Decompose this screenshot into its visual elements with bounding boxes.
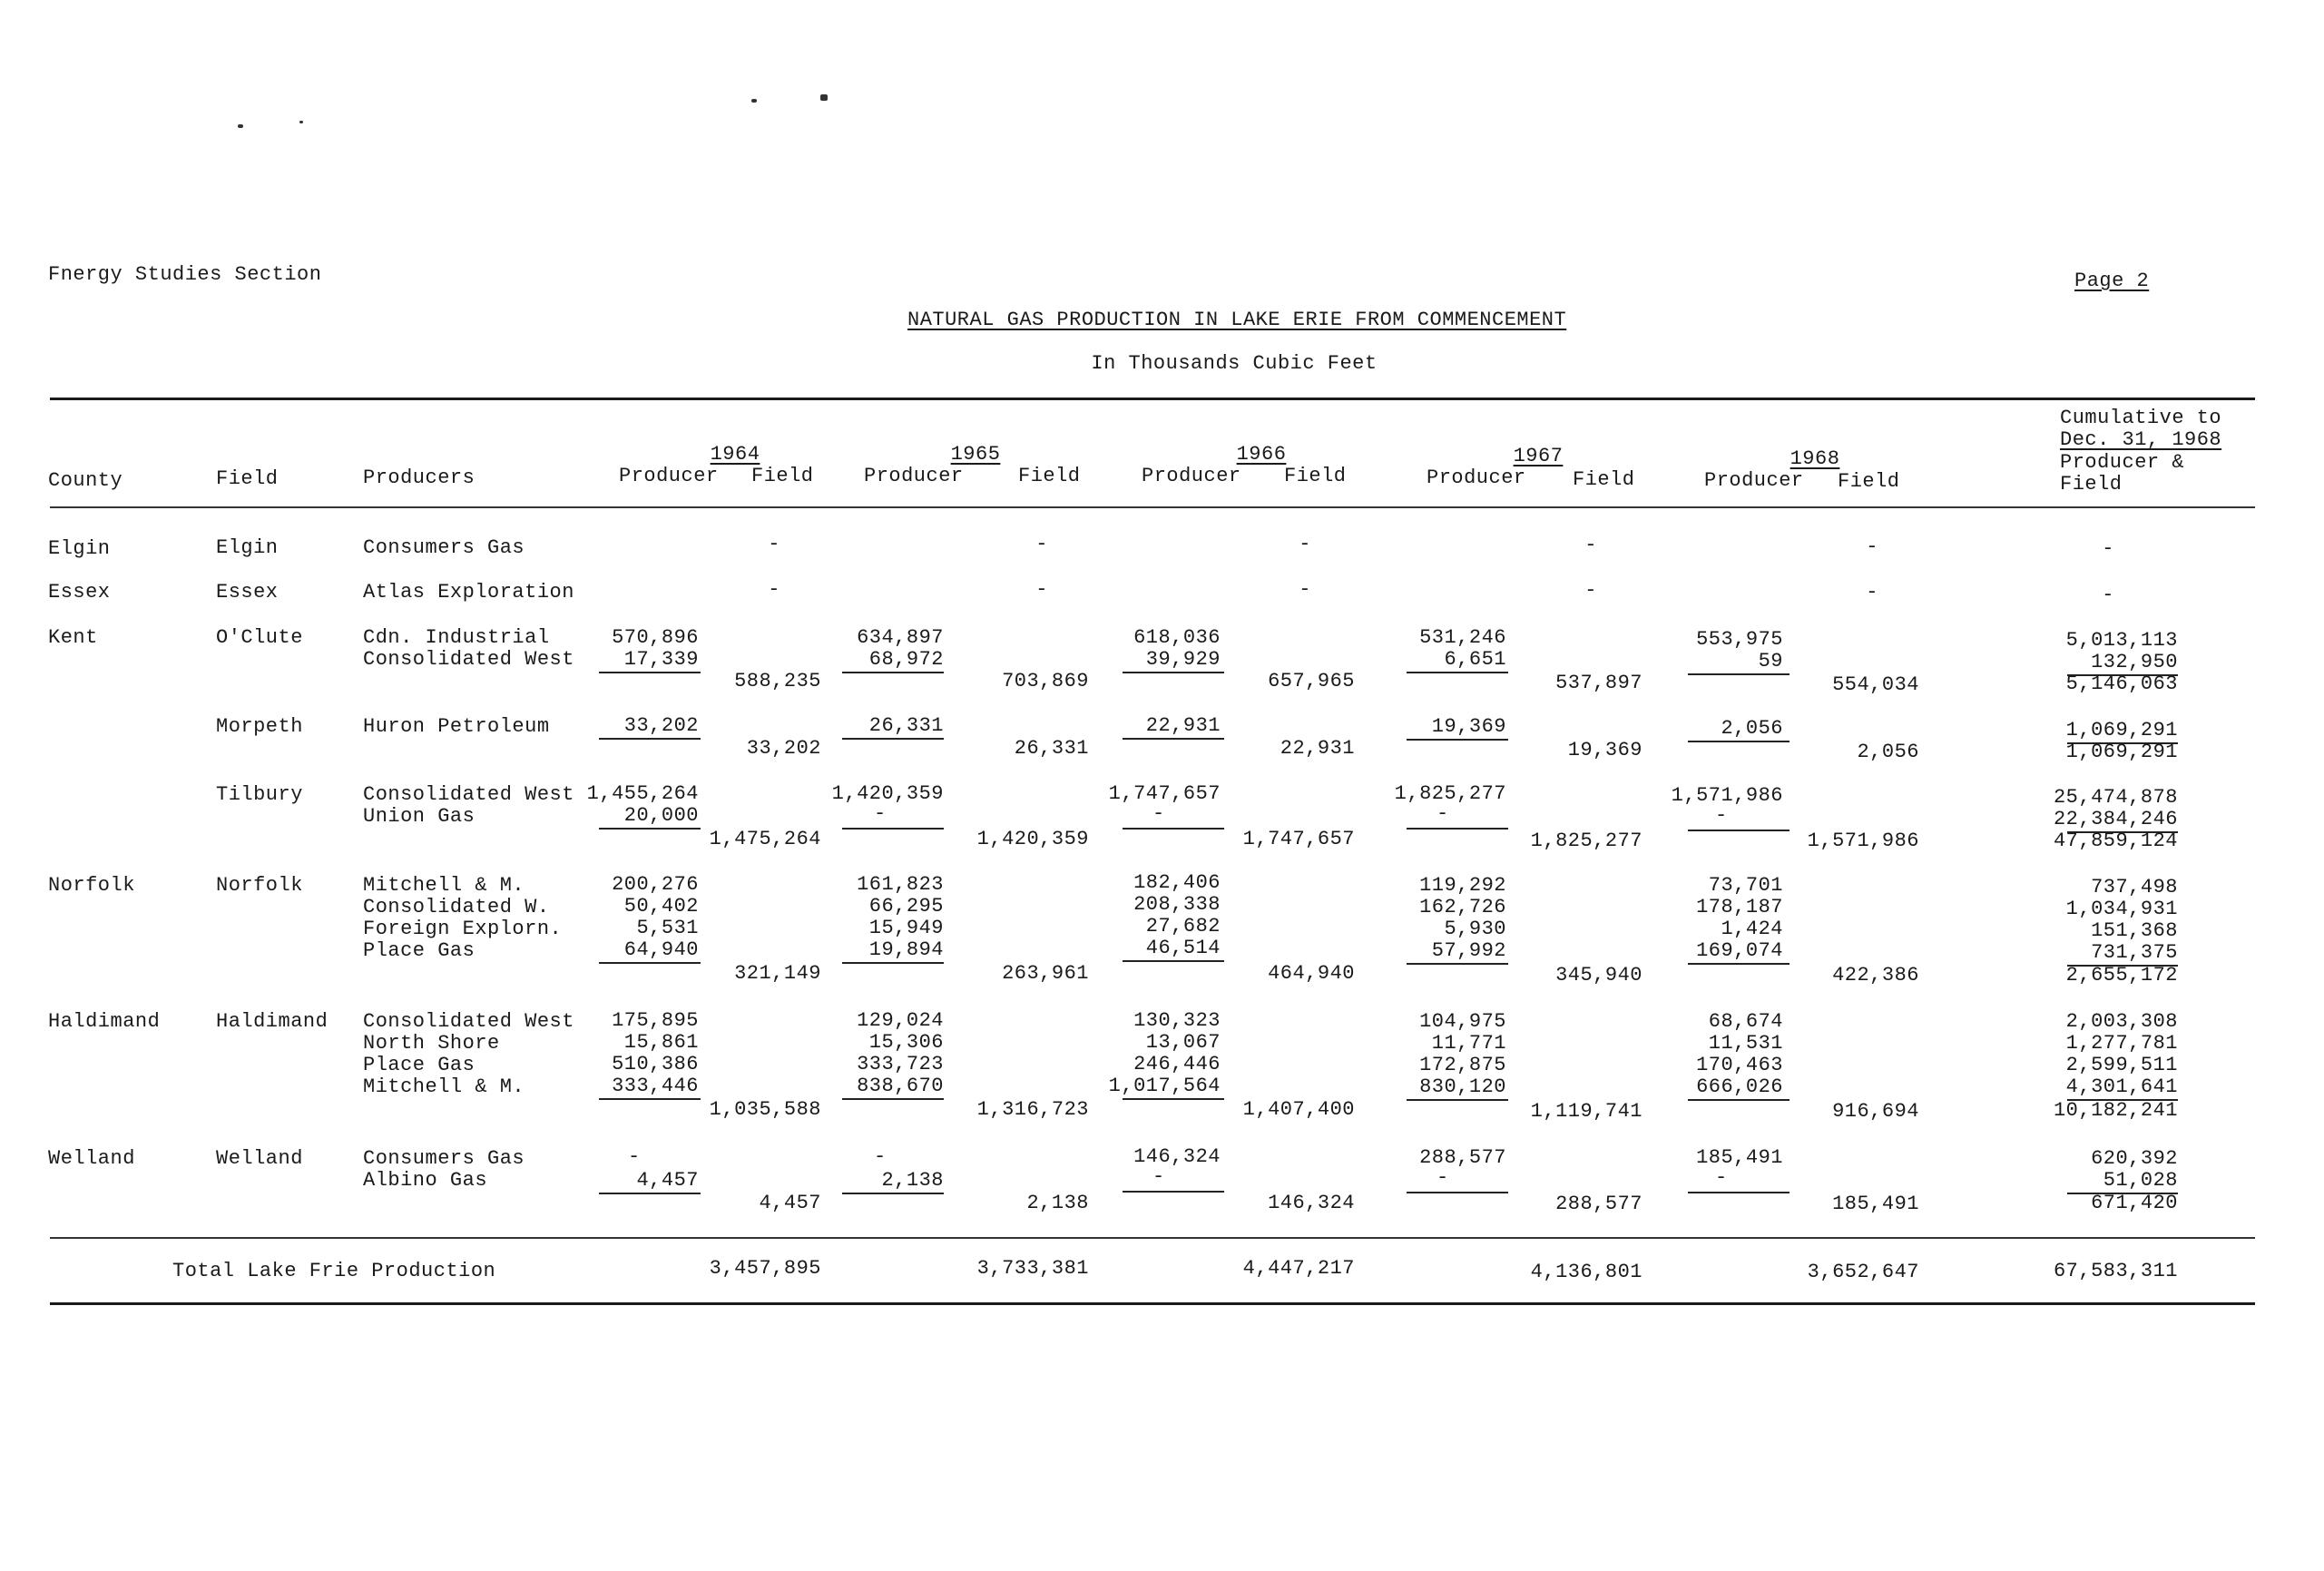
producer-consolidated-west: Consolidated West <box>363 783 574 806</box>
subtotal-rule <box>1123 960 1224 962</box>
welland-1966-p1: 146,324 <box>1133 1145 1221 1168</box>
morpeth-1965-field: 26,331 <box>1014 737 1089 760</box>
haldimand-cum-total: 10,182,241 <box>2053 1099 2178 1122</box>
norfolk-1968-field: 422,386 <box>1832 964 1919 987</box>
norfolk-cum-p2: 1,034,931 <box>2065 898 2178 920</box>
scan-speck <box>751 99 757 103</box>
producer-cdn-industrial: Cdn. Industrial <box>363 626 550 649</box>
subtotal-rule <box>1688 830 1790 831</box>
oclute-1968-p1: 553,975 <box>1696 628 1783 651</box>
norfolk-1964-p1: 200,276 <box>612 873 699 896</box>
norfolk-1964-p2: 50,402 <box>623 895 699 918</box>
essex-1966: - <box>1299 578 1311 601</box>
elgin-1966: - <box>1299 533 1311 555</box>
norfolk-cum-p4: 731,375 <box>2091 941 2178 964</box>
haldimand-cum-p2: 1,277,781 <box>2065 1032 2178 1055</box>
welland-cum-p1: 620,392 <box>2091 1147 2178 1170</box>
tilbury-1967-field: 1,825,277 <box>1530 830 1642 852</box>
subtotal-rule <box>842 962 944 964</box>
haldimand-1964-p4: 333,446 <box>612 1075 699 1097</box>
oclute-1964-p2: 17,339 <box>623 648 699 671</box>
subtotal-rule <box>1688 673 1790 675</box>
oclute-cum-p2: 132,950 <box>2091 651 2178 673</box>
haldimand-1968-p2: 11,531 <box>1708 1032 1783 1055</box>
haldimand-1968-p3: 170,463 <box>1696 1054 1783 1076</box>
haldimand-1968-field: 916,694 <box>1832 1100 1919 1123</box>
norfolk-1967-p4: 57,992 <box>1431 939 1506 962</box>
essex-cum: - <box>2102 584 2114 606</box>
norfolk-1968-p2: 178,187 <box>1696 896 1783 918</box>
total-1964: 3,457,895 <box>709 1257 821 1280</box>
col-county: County <box>48 469 123 492</box>
tilbury-1967-p1: 1,825,277 <box>1394 782 1506 805</box>
welland-1967-p2: - <box>1437 1166 1449 1189</box>
tilbury-1966-p1: 1,747,657 <box>1108 782 1221 805</box>
subtotal-rule <box>842 1193 944 1194</box>
tilbury-1964-field: 1,475,264 <box>709 828 821 850</box>
tilbury-1965-p1: 1,420,359 <box>831 782 944 805</box>
subtotal-rule <box>1407 1099 1508 1101</box>
welland-1965-field: 2,138 <box>1026 1192 1089 1214</box>
oclute-1965-p1: 634,897 <box>857 626 944 649</box>
norfolk-1967-field: 345,940 <box>1555 964 1642 987</box>
haldimand-1964-p2: 15,861 <box>623 1031 699 1054</box>
subtotal-rule <box>599 828 701 830</box>
scan-speck <box>820 94 828 101</box>
norfolk-cum-p3: 151,368 <box>2091 919 2178 942</box>
elgin-1968: - <box>1866 535 1878 558</box>
haldimand-1966-p4: 1,017,564 <box>1108 1075 1221 1097</box>
subtotal-rule <box>1123 828 1224 830</box>
county-kent: Kent <box>48 626 98 649</box>
oclute-1965-field: 703,869 <box>1002 670 1089 692</box>
col-field: Field <box>216 467 279 490</box>
producer-north-shore: North Shore <box>363 1032 500 1055</box>
year-1967: 1967 <box>1513 445 1564 467</box>
tilbury-1964-p1: 1,455,264 <box>586 782 699 805</box>
producer-mitchell: Mitchell & M. <box>363 874 525 897</box>
subtotal-rule <box>1123 1191 1224 1193</box>
subtotal-rule <box>842 828 944 830</box>
subtotal-rule <box>1123 672 1224 673</box>
subtotal-rule <box>599 1193 701 1194</box>
norfolk-1965-field: 263,961 <box>1002 962 1089 985</box>
field-welland: Welland <box>216 1147 303 1170</box>
essex-1967: - <box>1584 579 1597 602</box>
haldimand-1967-p1: 104,975 <box>1419 1010 1506 1033</box>
col-cumulative-2: Dec. 31, 1968 <box>2060 428 2222 451</box>
subtotal-rule <box>1688 741 1790 742</box>
welland-1964-p1: - <box>628 1145 641 1168</box>
subtotal-rule <box>1688 1099 1790 1101</box>
col-producer-1967: Producer <box>1427 466 1526 489</box>
haldimand-1964-field: 1,035,588 <box>709 1098 821 1121</box>
top-rule <box>50 398 2255 400</box>
welland-1964-p2: 4,457 <box>636 1169 699 1192</box>
norfolk-cum-total: 2,655,172 <box>2065 964 2178 987</box>
subtotal-rule <box>842 738 944 740</box>
haldimand-1967-p3: 172,875 <box>1419 1054 1506 1076</box>
oclute-1968-field: 554,034 <box>1832 673 1919 696</box>
haldimand-1966-p3: 246,446 <box>1133 1053 1221 1075</box>
morpeth-1968-p: 2,056 <box>1721 717 1783 740</box>
col-producers: Producers <box>363 466 476 489</box>
norfolk-1968-p4: 169,074 <box>1696 939 1783 962</box>
field-norfolk: Norfolk <box>216 874 303 897</box>
total-1968: 3,652,647 <box>1807 1261 1919 1283</box>
subtotal-rule <box>1688 963 1790 965</box>
oclute-cum-total: 5,146,063 <box>2065 673 2178 695</box>
subtotal-rule <box>1123 738 1224 740</box>
norfolk-cum-p1: 737,498 <box>2091 876 2178 898</box>
document-title: NATURAL GAS PRODUCTION IN LAKE ERIE FROM COMMENCEMENT <box>907 309 1567 331</box>
oclute-1966-field: 657,965 <box>1268 670 1355 692</box>
tilbury-1965-field: 1,420,359 <box>976 828 1089 850</box>
subtotal-rule <box>1407 672 1508 673</box>
subtotal-rule <box>1407 1192 1508 1193</box>
header-rule <box>50 506 2255 508</box>
producer-consolidated-w: Consolidated W. <box>363 896 550 918</box>
total-1967: 4,136,801 <box>1530 1261 1642 1283</box>
haldimand-1968-p4: 666,026 <box>1696 1075 1783 1098</box>
haldimand-1966-p1: 130,323 <box>1133 1009 1221 1032</box>
norfolk-1968-p1: 73,701 <box>1708 874 1783 897</box>
tilbury-1968-p1: 1,571,986 <box>1671 784 1783 807</box>
morpeth-1966-p: 22,931 <box>1145 714 1221 737</box>
elgin-1965: - <box>1035 533 1048 555</box>
producer-consumers-gas: Consumers Gas <box>363 1147 525 1170</box>
subtotal-rule <box>599 962 701 964</box>
elgin-1964: - <box>768 533 780 555</box>
total-1965: 3,733,381 <box>976 1257 1089 1280</box>
tilbury-1966-field: 1,747,657 <box>1242 828 1355 850</box>
county-essex: Essex <box>48 581 111 604</box>
haldimand-1964-p3: 510,386 <box>612 1053 699 1075</box>
document-subtitle: In Thousands Cubic Feet <box>1091 352 1378 375</box>
subtotal-rule <box>842 1098 944 1100</box>
county-haldimand: Haldimand <box>48 1010 161 1033</box>
county-welland: Welland <box>48 1147 135 1170</box>
subtotal-rule <box>599 1098 701 1100</box>
morpeth-1967-p: 19,369 <box>1431 715 1506 738</box>
haldimand-1965-p3: 333,723 <box>857 1053 944 1075</box>
oclute-cum-p1: 5,013,113 <box>2065 629 2178 652</box>
producer-place-gas: Place Gas <box>363 939 476 962</box>
tilbury-1967-p2: - <box>1437 802 1449 825</box>
tilbury-1964-p2: 20,000 <box>623 804 699 827</box>
oclute-1966-p2: 39,929 <box>1145 648 1221 671</box>
norfolk-1964-field: 321,149 <box>734 962 821 985</box>
haldimand-1966-field: 1,407,400 <box>1242 1098 1355 1121</box>
haldimand-1967-p4: 830,120 <box>1419 1075 1506 1098</box>
producer-essex: Atlas Exploration <box>363 581 574 604</box>
section-name: Fnergy Studies Section <box>48 263 322 286</box>
oclute-1966-p1: 618,036 <box>1133 626 1221 649</box>
tilbury-cum-p1: 25,474,878 <box>2053 786 2178 809</box>
producer-huron-petroleum: Huron Petroleum <box>363 715 550 738</box>
scan-speck <box>238 124 243 128</box>
norfolk-1966-p4: 46,514 <box>1145 937 1221 959</box>
norfolk-1967-p3: 5,930 <box>1444 918 1506 940</box>
essex-1968: - <box>1866 581 1878 604</box>
haldimand-1967-field: 1,119,741 <box>1530 1100 1642 1123</box>
field-elgin: Elgin <box>216 536 279 559</box>
field-haldimand: Haldimand <box>216 1010 328 1033</box>
norfolk-1968-p3: 1,424 <box>1721 918 1783 940</box>
total-top-rule <box>50 1237 2255 1239</box>
morpeth-1964-p: 33,202 <box>623 714 699 737</box>
col-cumulative-1: Cumulative to <box>2060 407 2222 429</box>
total-cumulative: 67,583,311 <box>2053 1260 2178 1282</box>
col-producer-1966: Producer <box>1142 465 1241 487</box>
producer-consolidated-west: Consolidated West <box>363 648 574 671</box>
welland-1965-p1: - <box>874 1145 887 1168</box>
total-label: Total Lake Frie Production <box>172 1260 496 1282</box>
morpeth-1967-field: 19,369 <box>1567 739 1642 761</box>
tilbury-1968-p2: - <box>1715 804 1728 827</box>
producer-albino-gas: Albino Gas <box>363 1169 488 1192</box>
year-1964: 1964 <box>710 443 760 466</box>
col-field-1968: Field <box>1838 470 1900 493</box>
welland-1966-field: 146,324 <box>1268 1192 1355 1214</box>
oclute-1967-field: 537,897 <box>1555 672 1642 694</box>
tilbury-1968-field: 1,571,986 <box>1807 830 1919 852</box>
oclute-1964-p1: 570,896 <box>612 626 699 649</box>
morpeth-cum-p: 1,069,291 <box>2065 719 2178 741</box>
field-essex: Essex <box>216 581 279 604</box>
norfolk-1964-p3: 5,531 <box>636 917 699 939</box>
norfolk-1965-p1: 161,823 <box>857 873 944 896</box>
producer-foreign-explorn: Foreign Explorn. <box>363 918 563 940</box>
welland-1965-p2: 2,138 <box>881 1169 944 1192</box>
tilbury-1965-p2: - <box>874 802 887 825</box>
haldimand-1964-p1: 175,895 <box>612 1009 699 1032</box>
norfolk-1966-p2: 208,338 <box>1133 893 1221 916</box>
subtotal-rule <box>1688 1192 1790 1193</box>
morpeth-1968-field: 2,056 <box>1857 741 1919 763</box>
tilbury-cum-p2: 22,384,246 <box>2053 808 2178 830</box>
norfolk-1967-p2: 162,726 <box>1419 896 1506 918</box>
haldimand-cum-p1: 2,003,308 <box>2065 1010 2178 1033</box>
haldimand-cum-p4: 4,301,641 <box>2065 1075 2178 1098</box>
norfolk-1965-p4: 19,894 <box>868 938 944 961</box>
welland-1964-field: 4,457 <box>759 1192 821 1214</box>
col-field-1966: Field <box>1284 465 1347 487</box>
col-field-1964: Field <box>751 465 814 487</box>
norfolk-1966-p1: 182,406 <box>1133 871 1221 894</box>
oclute-1967-p1: 531,246 <box>1419 626 1506 649</box>
elgin-cum: - <box>2102 537 2114 560</box>
field-oclute: O'Clute <box>216 626 303 649</box>
scan-speck <box>299 121 303 123</box>
col-cumulative-4: Field <box>2060 473 2123 496</box>
county-norfolk: Norfolk <box>48 874 135 897</box>
subtotal-rule <box>842 672 944 673</box>
welland-cum-p2: 51,028 <box>2103 1169 2178 1192</box>
year-1968: 1968 <box>1790 447 1840 470</box>
norfolk-1967-p1: 119,292 <box>1419 874 1506 897</box>
welland-1967-p1: 288,577 <box>1419 1146 1506 1169</box>
welland-cum-total: 671,420 <box>2091 1192 2178 1214</box>
producer-union-gas: Union Gas <box>363 805 476 828</box>
morpeth-1964-field: 33,202 <box>746 737 821 760</box>
morpeth-1966-field: 22,931 <box>1280 737 1355 760</box>
haldimand-1965-p2: 15,306 <box>868 1031 944 1054</box>
field-morpeth: Morpeth <box>216 715 303 738</box>
subtotal-rule <box>599 672 701 673</box>
col-field-1967: Field <box>1573 468 1635 491</box>
bottom-rule <box>50 1302 2255 1305</box>
haldimand-1965-p4: 838,670 <box>857 1075 944 1097</box>
county-elgin: Elgin <box>48 537 111 560</box>
essex-1964: - <box>768 578 780 601</box>
morpeth-cum-total: 1,069,291 <box>2065 741 2178 763</box>
welland-1968-p1: 185,491 <box>1696 1146 1783 1169</box>
elgin-1967: - <box>1584 534 1597 556</box>
subtotal-rule <box>1407 963 1508 965</box>
morpeth-1965-p: 26,331 <box>868 714 944 737</box>
col-producer-1968: Producer <box>1704 469 1804 492</box>
welland-1968-field: 185,491 <box>1832 1193 1919 1215</box>
col-field-1965: Field <box>1018 465 1081 487</box>
norfolk-1965-p2: 66,295 <box>868 895 944 918</box>
producer-mitchell: Mitchell & M. <box>363 1075 525 1098</box>
col-producer-1965: Producer <box>864 465 964 487</box>
welland-1966-p2: - <box>1152 1165 1165 1188</box>
welland-1967-field: 288,577 <box>1555 1193 1642 1215</box>
subtotal-rule <box>599 738 701 740</box>
norfolk-1965-p3: 15,949 <box>868 917 944 939</box>
norfolk-1966-p3: 27,682 <box>1145 915 1221 938</box>
haldimand-cum-p3: 2,599,511 <box>2065 1054 2178 1076</box>
haldimand-1966-p2: 13,067 <box>1145 1031 1221 1054</box>
haldimand-1968-p1: 68,674 <box>1708 1010 1783 1033</box>
page-number: Page 2 <box>2074 270 2150 292</box>
oclute-1968-p2: 59 <box>1758 650 1783 673</box>
haldimand-1965-field: 1,316,723 <box>976 1098 1089 1121</box>
norfolk-1964-p4: 64,940 <box>623 938 699 961</box>
essex-1965: - <box>1035 578 1048 601</box>
subtotal-rule <box>1407 828 1508 830</box>
subtotal-rule <box>1407 739 1508 741</box>
year-1966: 1966 <box>1236 443 1287 466</box>
haldimand-1967-p2: 11,771 <box>1431 1032 1506 1055</box>
oclute-1964-field: 588,235 <box>734 670 821 692</box>
year-1965: 1965 <box>950 443 1001 466</box>
col-cumulative-3: Producer & <box>2060 451 2185 474</box>
producer-consolidated-west: Consolidated West <box>363 1010 574 1033</box>
producer-place-gas: Place Gas <box>363 1054 476 1076</box>
tilbury-cum-total: 47,859,124 <box>2053 830 2178 852</box>
oclute-1967-p2: 6,651 <box>1444 648 1506 671</box>
total-1966: 4,447,217 <box>1242 1257 1355 1280</box>
oclute-1965-p2: 68,972 <box>868 648 944 671</box>
welland-1968-p2: - <box>1715 1166 1728 1189</box>
producer-elgin: Consumers Gas <box>363 536 525 559</box>
subtotal-rule <box>1123 1098 1224 1100</box>
tilbury-1966-p2: - <box>1152 802 1165 825</box>
norfolk-1966-field: 464,940 <box>1268 962 1355 985</box>
col-producer-1964: Producer <box>619 465 719 487</box>
field-tilbury: Tilbury <box>216 783 303 806</box>
haldimand-1965-p1: 129,024 <box>857 1009 944 1032</box>
